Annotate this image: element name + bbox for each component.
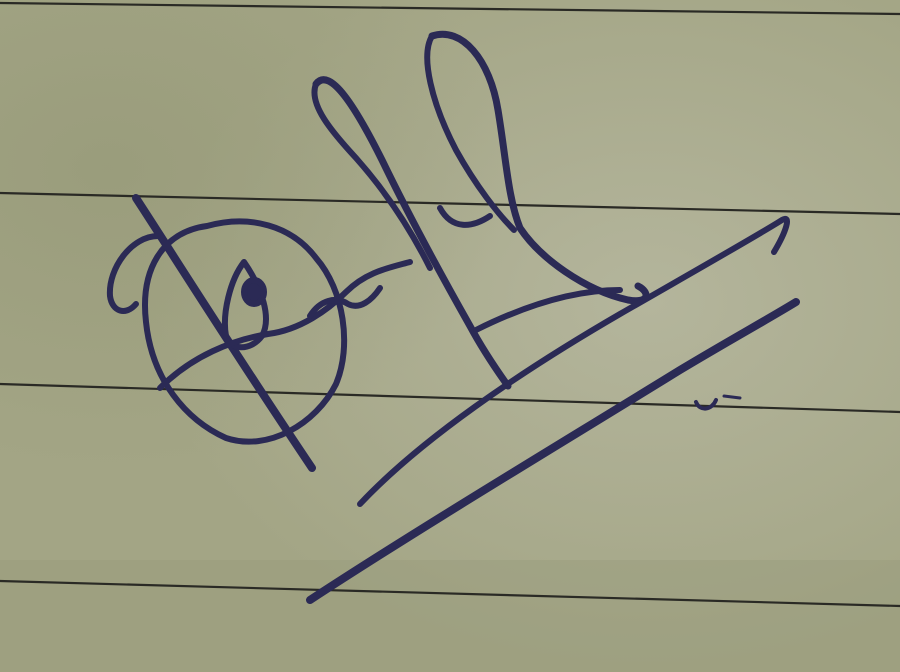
signature-eye-dot (244, 280, 264, 304)
bottom-shade (0, 560, 900, 672)
signature-tick-2 (724, 396, 740, 398)
